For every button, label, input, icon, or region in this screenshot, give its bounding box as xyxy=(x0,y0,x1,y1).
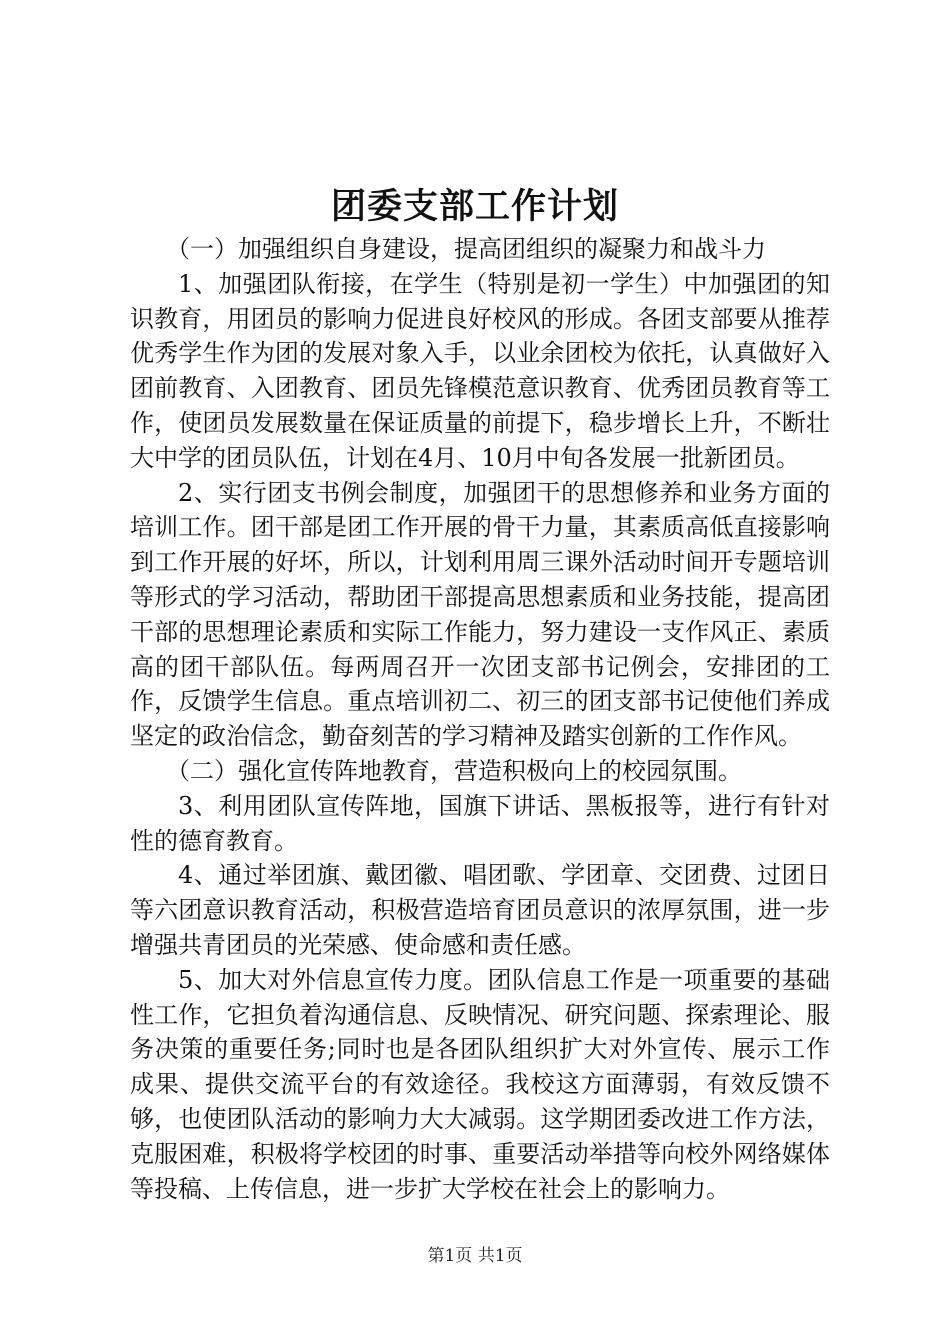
section-heading-1: （一）加强组织自身建设，提高团组织的凝聚力和战斗力 xyxy=(166,235,766,263)
section-heading-2: （二）强化宣传阵地教育，营造积极向上的校园氛围。 xyxy=(166,756,742,785)
paragraph-item-3: 3、利用团队宣传阵地，国旗下讲话、黑板报等，进行有针对性的德育教育。 xyxy=(130,791,830,855)
paragraph-item-4: 4、通过举团旗、戴团徽、唱团歌、学团章、交团费、过团日等六团意识教育活动，积极营造培育团员意识的浓厚氛围，进一步增强共青团员的光荣感、使命感和责任感。 xyxy=(130,861,830,959)
document-title: 团委支部工作计划 xyxy=(330,186,619,227)
document-body xyxy=(130,232,830,1206)
paragraph-item-5: 5、加大对外信息宣传力度。团队信息工作是一项重要的基础性工作，它担负着沟通信息、反映情况、研究问题、探索理论、服务决策的重要任务;同时也是各团队组织扩大对外宣传、展示工作成果、提供交流平台的有效途径。我校这方面薄弱，有效反馈不够，也使团队活动的影响力大大减弱。这学期团委改进工作方法，克服困难，积极将学校团的时事、重要活动举措等向校外网络媒体等投稿、上传信息，进一步扩大学校在社会上的影响力。 xyxy=(130,965,830,1203)
page-footer: 第1页 共1页 xyxy=(427,1246,523,1266)
paragraph-item-1: 1、加强团队衔接，在学生（特别是初一学生）中加强团的知识教育，用团员的影响力促进良好校风的形成。各团支部要从推荐优秀学生作为团的发展对象入手，以业余团校为依托，认真做好入团前教育、入团教育、团员先锋模范意识教育、优秀团员教育等工作，使团员发展数量在保证质量的前提下，稳步增长上升，不断壮大中学的团员队伍，计划在4月、10月中旬各发展一批新团员。 xyxy=(130,269,830,472)
paragraph-item-2: 2、实行团支书例会制度，加强团干的思想修养和业务方面的培训工作。团干部是团工作开展的骨干力量，其素质高低直接影响到工作开展的好坏，所以，计划利用周三课外活动时间开专题培训等形式的学习活动，帮助团干部提高思想素质和业务技能，提高团干部的思想理论素质和实际工作能力，努力建设一支作风正、素质高的团干部队伍。每两周召开一次团支部书记例会，安排团的工作，反馈学生信息。重点培训初二、初三的团支部书记使他们养成坚定的政治信念，勤奋刻苦的学习精神及踏实创新的工作作风。 xyxy=(130,478,830,751)
